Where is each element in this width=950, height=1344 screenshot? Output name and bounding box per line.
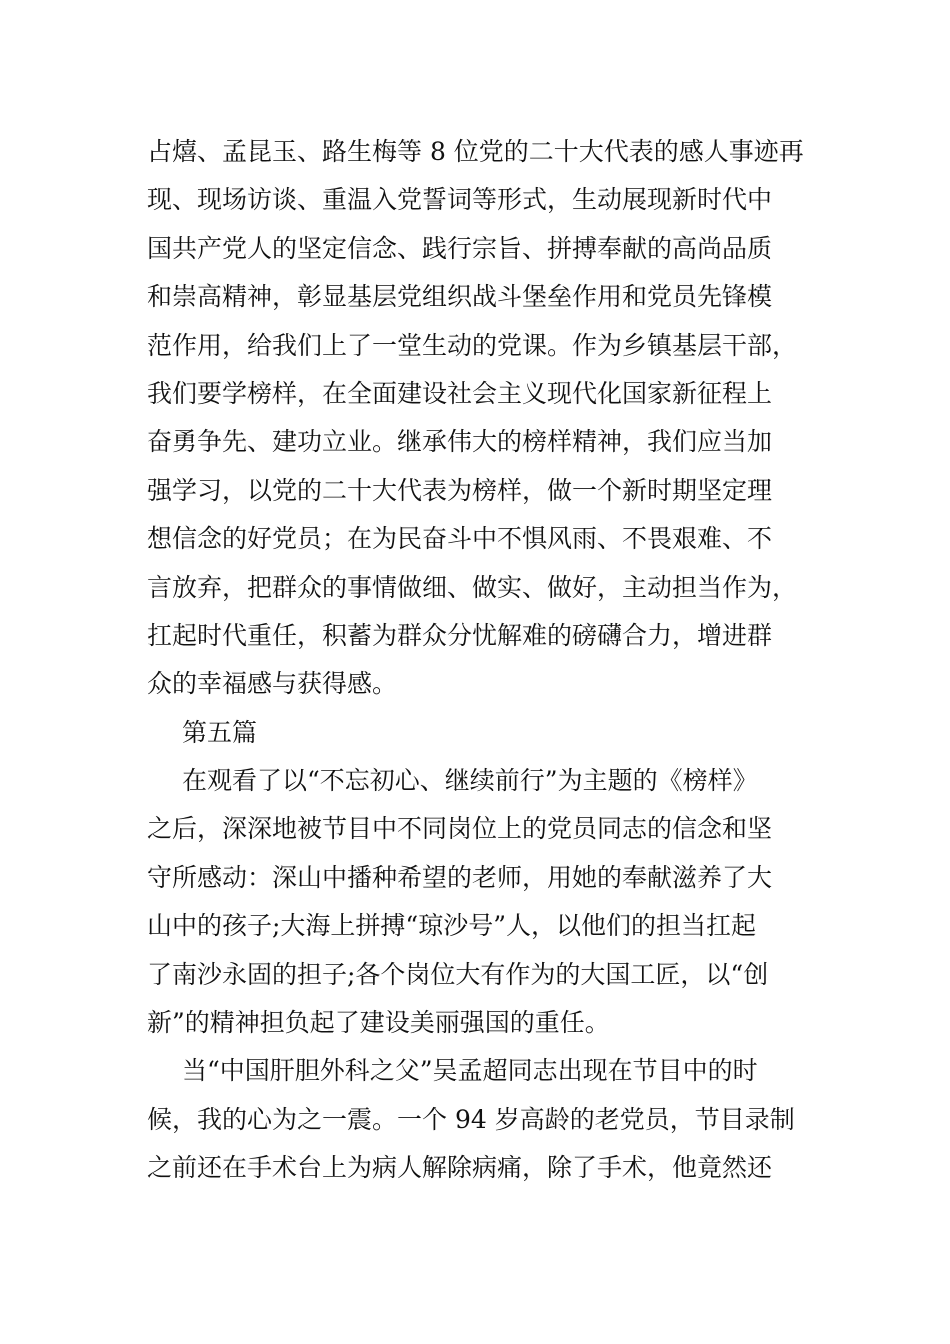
paragraph-1 xyxy=(147,128,807,709)
text-line: 之后，深深地被节目中不同岗位上的党员同志的信念和坚 xyxy=(147,814,773,844)
paragraph-3 xyxy=(147,1047,807,1192)
text-line: 守所感动：深山中播种希望的老师，用她的奉献滋养了大 xyxy=(147,862,773,892)
text-line: 众的幸福感与获得感。 xyxy=(147,669,398,699)
text-line: 想信念的好党员；在为民奋斗中不惧风雨、不畏艰难、不 xyxy=(147,524,773,554)
text-line: 占熺、孟昆玉、路生梅等 8 位党的二十大代表的感人事迹再 xyxy=(147,137,804,166)
text-line: 新”的精神担负起了建设美丽强国的重任。 xyxy=(147,1008,610,1038)
text-line: 范作用，给我们上了一堂生动的党课。作为乡镇基层干部， xyxy=(147,330,798,360)
text-line: 之前还在手术台上为病人解除病痛，除了手术，他竟然还 xyxy=(147,1153,773,1183)
paragraph-2 xyxy=(147,757,807,1047)
text-line: 候，我的心为之一震。一个 94 岁高龄的老党员，节目录制 xyxy=(147,1104,795,1134)
text-line: 言放弃，把群众的事情做细、做实、做好，主动担当作为， xyxy=(147,572,798,602)
text-line: 国共产党人的坚定信念、践行宗旨、拼搏奉献的高尚品质 xyxy=(147,233,773,263)
text-line: 当“中国肝胆外科之父”吴孟超同志出现在节目中的时 xyxy=(182,1056,758,1086)
text-line: 奋勇争先、建功立业。继承伟大的榜样精神，我们应当加 xyxy=(147,427,773,457)
text-line: 了南沙永固的担子;各个岗位大有作为的大国工匠，以“创 xyxy=(147,959,769,989)
text-line: 强学习，以党的二十大代表为榜样，做一个新时期坚定理 xyxy=(147,475,773,505)
text-line: 山中的孩子;大海上拼搏“琼沙号”人，以他们的担当扛起 xyxy=(147,911,756,941)
text-line: 我们要学榜样，在全面建设社会主义现代化国家新征程上 xyxy=(147,378,773,408)
section-heading: 第五篇 xyxy=(182,717,258,747)
document-body xyxy=(147,128,807,1193)
text-line: 现、现场访谈、重温入党誓词等形式，生动展现新时代中 xyxy=(147,185,773,215)
text-line: 扛起时代重任，积蓄为群众分忧解难的磅礴合力，增进群 xyxy=(147,620,773,650)
text-line: 在观看了以“不忘初心、继续前行”为主题的《榜样》 xyxy=(182,766,758,796)
text-line: 和崇高精神，彰显基层党组织战斗堡垒作用和党员先锋模 xyxy=(147,282,773,312)
